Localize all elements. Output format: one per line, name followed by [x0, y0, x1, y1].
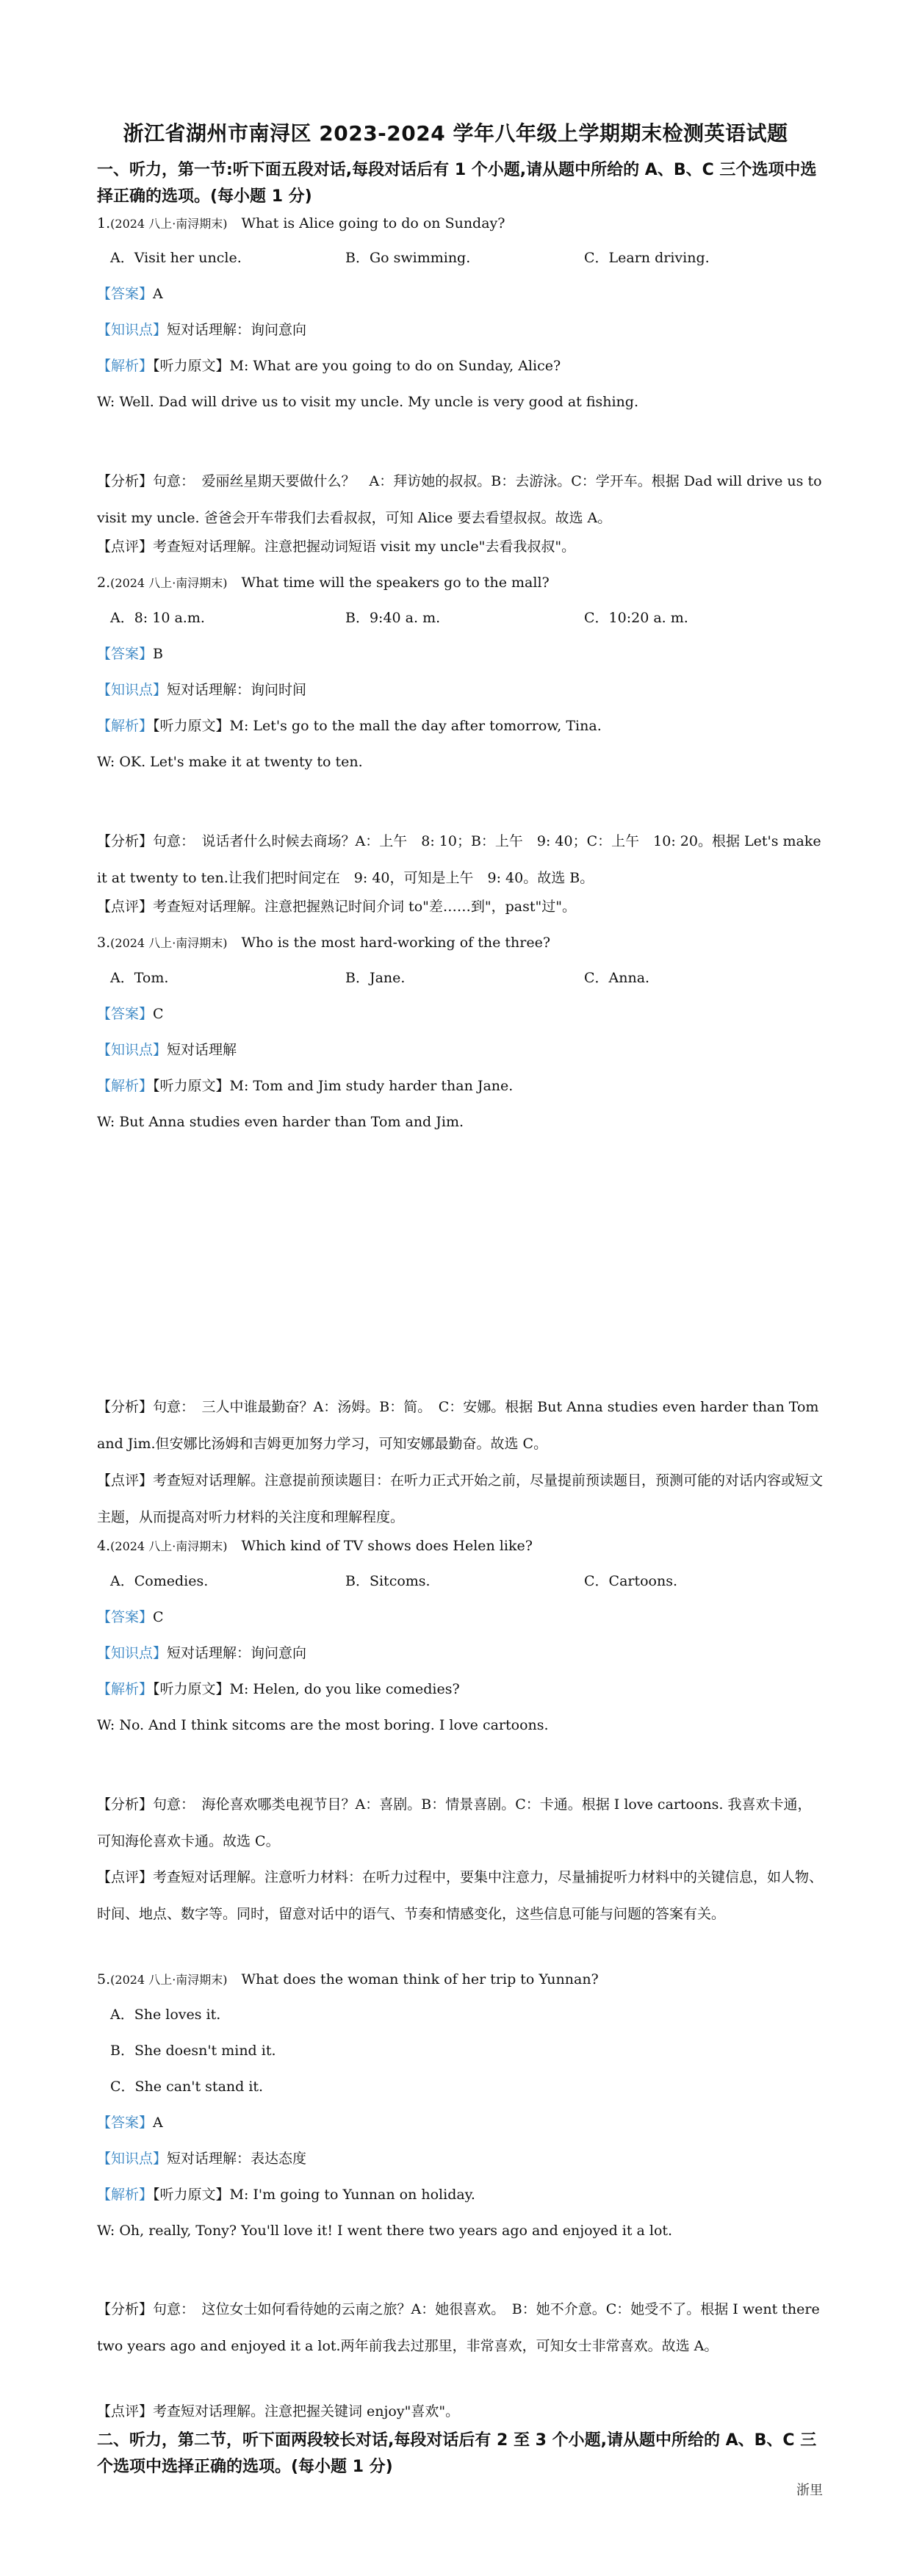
page-footer: 浙里 — [796, 2483, 823, 2498]
q2-knowledge: 【知识点】短对话理解：询问时间 — [97, 682, 307, 698]
section2-heading: 二、听力，第二节，听下面两段较长对话,每段对话后有 2 至 3 个小题,请从题中所给的 A、B、C 三个选项中选择正确的选项。(每小题 1 分) — [97, 2431, 817, 2476]
q4-analysis: 【分析】句意： 海伦喜欢哪类电视节目？A：喜剧。B：情景喜剧。C：卡通。根据 I love cartoons. 我喜欢卡通，可知海伦喜欢卡通。故选 C。 — [97, 1796, 812, 1849]
q3-option-c: C．Anna. — [584, 970, 650, 986]
q5-option-c: C．She can't stand it. — [110, 2079, 264, 2095]
q4-original-w: W: No. And I think sitcoms are the most boring. I love cartoons. — [97, 1717, 549, 1733]
q5-option-a: A．She loves it. — [110, 2007, 221, 2023]
question-1-stem: 1.(2024 八上·南浔期末) What is Alice going to do on Sunday? — [97, 215, 505, 231]
page-title: 浙江省湖州市南浔区 2023-2024 学年八年级上学期期末检测英语试题 — [123, 121, 788, 145]
q3-comment: 【点评】考查短对话理解。注意提前预读题目：在听力正式开始之前，尽量提前预读题目，预测可能的对话内容或短文主题，从而提高对听力材料的关注度和理解程度。 — [97, 1472, 824, 1525]
q1-knowledge: 【知识点】短对话理解：询问意向 — [97, 322, 307, 338]
q2-answer: 【答案】B — [97, 646, 163, 662]
q1-comment: 【点评】考查短对话理解。注意把握动词短语 visit my uncle"去看我叔叔"。 — [97, 539, 576, 555]
q2-comment: 【点评】考查短对话理解。注意把握熟记时间介词 to"差……到"，past"过"。 — [97, 899, 576, 915]
q2-original: 【解析】【听力原文】M: Let's go to the mall the day after tomorrow, Tina. — [97, 718, 602, 734]
q1-original-w: W: Well. Dad will drive us to visit my uncle. My uncle is very good at fishing. — [97, 394, 638, 410]
q4-comment: 【点评】考查短对话理解。注意听力材料：在听力过程中，要集中注意力，尽量捕捉听力材料中的关键信息，如人物、时间、地点、数字等。同时，留意对话中的语气、节奏和情感变化，这些信息可能与问题的答案有关。 — [97, 1869, 824, 1922]
q5-knowledge: 【知识点】短对话理解：表达态度 — [97, 2151, 307, 2167]
q5-answer: 【答案】A — [97, 2115, 163, 2131]
q5-analysis: 【分析】句意： 这位女士如何看待她的云南之旅？A：她很喜欢。 B：她不介意。C：她受不了。根据 I went there two years ago and enjoyed it a lot.两年前我去过那里，非常喜欢，可知女士非常喜欢。故选 A。 — [97, 2301, 820, 2354]
q4-option-a: A．Comedies. — [110, 1573, 209, 1589]
q1-option-a: A．Visit her uncle. — [110, 250, 242, 266]
q3-original-w: W: But Anna studies even harder than Tom and Jim. — [97, 1114, 464, 1130]
q2-original-w: W: OK. Let's make it at twenty to ten. — [97, 754, 363, 770]
q1-option-c: C．Learn driving. — [584, 250, 710, 266]
q2-option-b: B．9:40 a. m. — [345, 610, 441, 626]
q1-original: 【解析】【听力原文】M: What are you going to do on Sunday, Alice? — [97, 358, 561, 374]
q1-option-b: B．Go swimming. — [345, 250, 471, 266]
q5-original: 【解析】【听力原文】M: I'm going to Yunnan on holiday. — [97, 2187, 475, 2203]
q5-option-b: B．She doesn't mind it. — [110, 2043, 276, 2059]
q3-knowledge: 【知识点】短对话理解 — [97, 1042, 237, 1058]
q4-original: 【解析】【听力原文】M: Helen, do you like comedies? — [97, 1681, 460, 1697]
q3-option-b: B．Jane. — [345, 970, 406, 986]
question-3-stem: 3.(2024 八上·南浔期末) Who is the most hard-working of the three? — [97, 935, 551, 951]
q2-option-a: A．8: 10 a.m. — [110, 610, 205, 626]
question-4-stem: 4.(2024 八上·南浔期末) Which kind of TV shows does Helen like? — [97, 1538, 533, 1554]
question-2-stem: 2.(2024 八上·南浔期末) What time will the speakers go to the mall? — [97, 575, 550, 591]
q3-analysis: 【分析】句意： 三人中谁最勤奋？A：汤姆。B：简。 C：安娜。根据 But Anna studies even harder than Tom and Jim.但安娜比汤姆和吉姆更加努力学习，可知安娜最勤奋。故选 C。 — [97, 1399, 819, 1452]
q3-original: 【解析】【听力原文】M: Tom and Jim study harder than Jane. — [97, 1078, 514, 1094]
q4-option-c: C．Cartoons. — [584, 1573, 678, 1589]
q4-answer: 【答案】C — [97, 1609, 164, 1625]
q3-answer: 【答案】C — [97, 1006, 164, 1022]
q1-analysis: 【分析】句意： 爱丽丝星期天要做什么？ A：拜访她的叔叔。B：去游泳。C：学开车。根据 Dad will drive us to visit my uncle. 爸爸会开车带我们去看叔叔，可知 Alice 要去看望叔叔。故选 A。 — [97, 473, 822, 526]
q4-option-b: B．Sitcoms. — [345, 1573, 431, 1589]
q2-option-c: C．10:20 a. m. — [584, 610, 688, 626]
q5-comment: 【点评】考查短对话理解。注意把握关键词 enjoy"喜欢"。 — [97, 2403, 460, 2420]
question-5-stem: 5.(2024 八上·南浔期末) What does the woman think of her trip to Yunnan? — [97, 1971, 599, 1987]
section1-heading: 一、听力，第一节:听下面五段对话,每段对话后有 1 个小题,请从题中所给的 A、B、C 三个选项中选择正确的选项。(每小题 1 分) — [97, 161, 817, 206]
q5-original-w: W: Oh, really, Tony? You'll love it! I went there two years ago and enjoyed it a lot. — [97, 2223, 673, 2239]
q1-answer: 【答案】A — [97, 286, 163, 302]
q3-option-a: A．Tom. — [110, 970, 169, 986]
q4-knowledge: 【知识点】短对话理解：询问意向 — [97, 1645, 307, 1661]
q2-analysis: 【分析】句意： 说话者什么时候去商场？A：上午 8: 10；B：上午 9: 40；C：上午 10: 20。根据 Let's make it at twenty to ten.让我们把时间定在 9: 40，可知是上午 9: 40。故选 B。 — [97, 833, 821, 886]
